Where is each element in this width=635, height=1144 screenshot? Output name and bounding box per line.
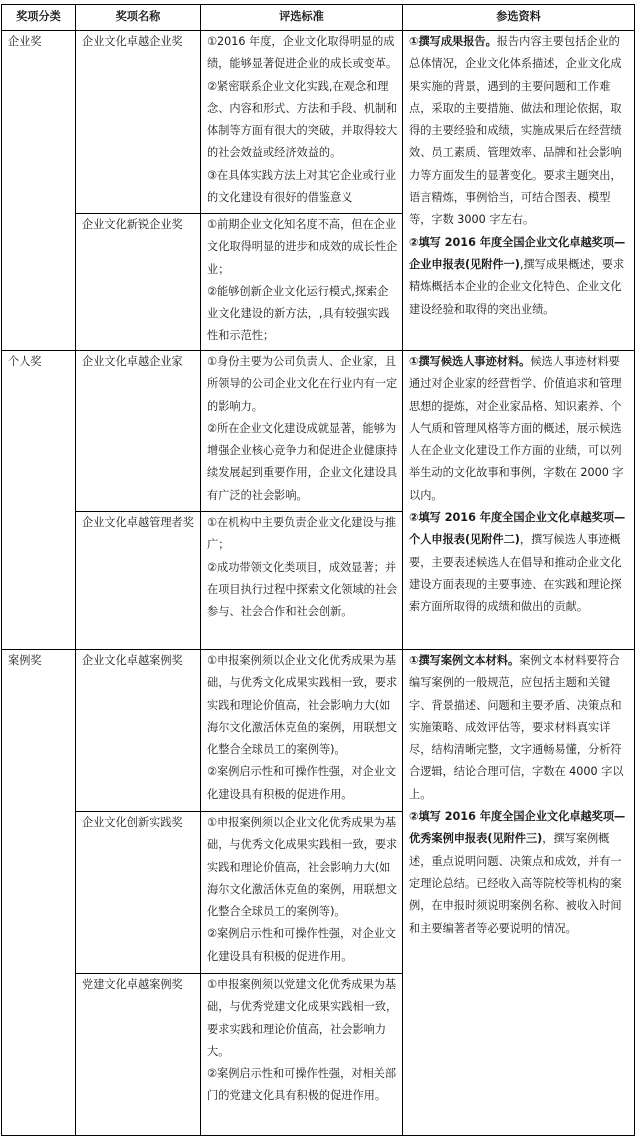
award-name-cell: 企业文化新锐企业奖 — [76, 214, 201, 351]
table-row — [2, 650, 635, 812]
material-heading: ②填写 2016 年度全国企业文化卓越奖项—个人申报表(见附件二) — [409, 511, 626, 547]
material-text: 报告内容主要包括企业的总体情况，企业文化体系描述，企业文化成果实施的背景，遇到的主要问题和工作难点，采取的主要措施、做法和理论依据，取得的主要经验和成绩，实施成果后在经营绩效、员工素质、管理效率、品牌和社会影响力等方面发生的显著变化。要求主题突出，语言精炼，事例恰当，可结合图表、模型等，字数 3000 字左右。 — [409, 35, 622, 227]
material-item — [409, 232, 631, 321]
header-award-name: 奖项名称 — [76, 5, 201, 31]
category-cell: 个人奖 — [2, 351, 76, 650]
criteria-cell — [201, 351, 403, 512]
header-category: 奖项分类 — [2, 5, 76, 31]
criteria-item: ①身份主要为公司负责人、企业家，且所领导的公司企业文化在行业内有一定的影响力。 — [207, 355, 398, 413]
criteria-item: ①在机构中主要负责企业文化建设与推广； — [207, 516, 397, 552]
criteria-cell — [201, 512, 403, 650]
header-criteria: 评选标准 — [201, 5, 403, 31]
table-row — [2, 351, 635, 512]
award-name-cell: 企业文化卓越企业奖 — [76, 31, 201, 214]
criteria-item: ①申报案例须以企业文化优秀成果为基础，与优秀文化成果实践相一致，要求实践和理论价值高，社会影响力大(如海尔文化激活休克鱼的案例，用联想文化整合全球员工的案例等)。 — [207, 816, 398, 919]
category-cell: 案例奖 — [2, 650, 76, 1136]
materials-cell — [403, 31, 635, 351]
material-text: ,撰写成果概述，要求精炼概括本企业的企业文化特色、企业文化建设经验和取得的突出业绩。 — [409, 257, 625, 316]
criteria-cell — [201, 812, 403, 974]
criteria-cell — [201, 974, 403, 1136]
criteria-cell — [201, 31, 403, 214]
criteria-item: ①申报案例须以党建文化优秀成果为基础，与优秀党建文化成果实践相一致，要求实践和理论价值高，社会影响力大。 — [207, 978, 398, 1058]
criteria-item: ②案例启示性和可操作性强，对企业文化建设具有积极的促进作用。 — [207, 765, 397, 801]
criteria-cell — [201, 214, 403, 351]
criteria-item: ②能够创新企业文化运行模式,探索企业文化建设的新方法，,具有较强实践性和示范性； — [207, 284, 390, 343]
material-text: ，撰写案例概述，重点说明问题、决策点和成效，并有一定理论总结。已经收入高等院校等机构的案例，在申报时须说明案例名称、被收入时间和主要编著者等必要说明的情况。 — [409, 832, 622, 935]
criteria-item: ②案例启示性和可操作性强，对企业文化建设具有积极的促进作用。 — [207, 927, 397, 963]
material-text: 候选人事迹材料要通过对企业家的经营哲学、价值追求和管理思想的提炼，对企业家品格、知识素养、个人气质和管理风格等方面的概述，展示候选人在企业文化建设工作方面的业绩，可以列举生动的文化故事和事例，字数在 2000 字以内。 — [409, 355, 624, 502]
category-cell: 企业奖 — [2, 31, 76, 351]
award-name-cell: 企业文化卓越管理者奖 — [76, 512, 201, 650]
material-item — [409, 351, 631, 507]
award-name-cell: 党建文化卓越案例奖 — [76, 974, 201, 1136]
material-heading: ②填写 2016 年度全国企业文化卓越奖项—企业申报表(见附件一) — [409, 235, 626, 271]
material-text: ，撰写候选人事迹概要，主要表述候选人在倡导和推动企业文化建设方面表现的主要事迹、在实践和理论探索方面所取得的成绩和做出的贡献。 — [409, 533, 622, 614]
criteria-item: ①前期企业文化知名度不高，但在企业文化取得明显的进步和成效的成长性企业； — [207, 218, 398, 276]
material-heading: ①撰写成果报告。 — [409, 35, 497, 48]
criteria-item: ②所在企业文化建设成就显著，能够为增强企业核心竞争力和促进企业健康持续发展起到重要作用，企业文化建设具有广泛的社会影响。 — [207, 421, 398, 502]
header-row — [2, 5, 635, 31]
materials-cell — [403, 650, 635, 1136]
award-name-cell: 企业文化创新实践奖 — [76, 812, 201, 974]
material-heading: ②填写 2016 年度全国企业文化卓越奖项—优秀案例申报表(见附件三) — [409, 810, 626, 846]
table-row — [2, 31, 635, 214]
material-text: 案例文本材料要符合编写案例的一般规范，应包括主题和关键字、背景描述、问题和主要矛盾、决策点和实施策略、成效评估等，要求材料真实详尽，结构清晰完整，文字通畅易懂，分析符合逻辑，结论合理可信，字数在 4000 字以上。 — [409, 654, 624, 801]
awards-table — [1, 4, 635, 1136]
material-heading: ①撰写候选人事迹材料。 — [409, 355, 531, 368]
award-name-cell: 企业文化卓越企业家 — [76, 351, 201, 512]
criteria-cell — [201, 650, 403, 812]
material-item — [409, 507, 631, 618]
material-item — [409, 650, 631, 806]
award-name-cell: 企业文化卓越案例奖 — [76, 650, 201, 812]
materials-cell — [403, 351, 635, 650]
material-item — [409, 806, 631, 940]
criteria-item: ②紧密联系企业文化实践,在观念和理念、内容和形式、方法和手段、机制和体制等方面有很大的突破，并取得较大的社会效益或经济效益的。 — [207, 79, 398, 160]
material-heading: ①撰写案例文本材料。 — [409, 654, 520, 667]
criteria-item: ②案例启示性和可操作性强，对相关部门的党建文化具有积极的促进作用。 — [207, 1067, 397, 1103]
criteria-item: ①申报案例须以企业文化优秀成果为基础，与优秀文化成果实践相一致，要求实践和理论价值高，社会影响力大(如海尔文化激活休克鱼的案例，用联想文化整合全球员工的案例等)。 — [207, 654, 398, 757]
criteria-item: ②成功带领文化类项目，成效显著；并在项目执行过程中探索文化领域的社会参与、社会合作和社会创新。 — [207, 560, 398, 619]
criteria-item: ①2016 年度，企业文化取得明显的成绩，能够显著促进企业的成长或变革。 — [207, 35, 398, 71]
header-materials: 参选资料 — [403, 5, 635, 31]
material-item — [409, 31, 631, 232]
criteria-item: ③在具体实践方法上对其它企业或行业的文化建设有很好的借鉴意义 — [207, 168, 397, 205]
